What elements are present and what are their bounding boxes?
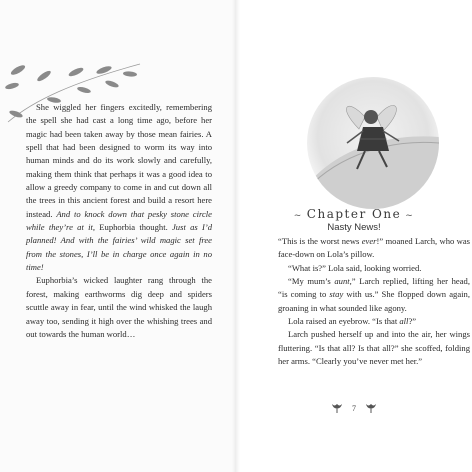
text-run: She wiggled her fingers excitedly, remembering the spell she had cast a long time ago, before her magic had been taken away by those mean fairies. A spell that had been designed to worm its way into human minds and do its work slowly and carefully, making them think that perhaps it was a good idea to allow a greedy company to come in and cut down all the trees in this ancient forest and build a resort here instead. (26, 102, 212, 219)
italic-text: ever (361, 236, 377, 246)
page-number: 7 (352, 403, 356, 413)
text-run: Lola raised an eyebrow. “Is that (288, 316, 400, 327)
tulip-icon (364, 402, 378, 414)
text-run: Euphorbia thought. (95, 222, 172, 233)
italic-text: stay (329, 289, 344, 300)
paragraph (26, 274, 212, 341)
page-footer (236, 400, 472, 416)
text-run: ,” Larch replied, lifting her head, “is coming to (278, 276, 470, 300)
paragraph (278, 328, 470, 368)
chapter-label-text: Chapter One (306, 207, 402, 221)
text-run: !” moaned Larch, who was face-down on Lola’s pillow. (278, 236, 470, 260)
text-run: ?” (408, 316, 417, 327)
text-run: with us.” She flopped down again, groaning in what sounded like agony. (278, 289, 470, 313)
text-run: Larch pushed herself up and into the air, her wings fluttering. “Is that all? Is that all?” she scoffed, folding her arms. “Clearly you’ve never met her.” (278, 329, 470, 367)
flourish-left-icon: ~ (293, 211, 303, 221)
chapter-label (236, 207, 472, 221)
italic-text: Just as I’d planned! And with the fairies’ wild magic set free from the stones, I’ll be in charge once again in no time! (26, 222, 212, 273)
flourish-right-icon: ~ (405, 211, 415, 221)
paragraph (278, 262, 470, 275)
paragraph (278, 275, 470, 315)
text-run: “My mum’s (288, 276, 335, 287)
italic-text: And to knock down that pesky stone circle while they’re at it, (26, 208, 212, 233)
text-run: Euphorbia’s wicked laughter rang through the forest, making earthworms dig deep and spiders scuttle away in fear, until the wind whisked the laugh away too, sending it high over the whishing trees and out towards the human world… (26, 275, 212, 339)
chapter-title: Nasty News! (327, 222, 381, 233)
tulip-icon (330, 402, 344, 414)
text-run: “This is the worst news (278, 236, 362, 246)
left-page-text (26, 101, 212, 341)
right-page-text (278, 235, 470, 368)
fairy-illustration (307, 77, 439, 209)
paragraph (278, 235, 470, 262)
paragraph (278, 315, 470, 328)
italic-text: aunt (334, 276, 350, 287)
paragraph (26, 101, 212, 274)
italic-text: all (399, 316, 409, 327)
text-run: “What is?” Lola said, looking worried. (288, 262, 422, 273)
